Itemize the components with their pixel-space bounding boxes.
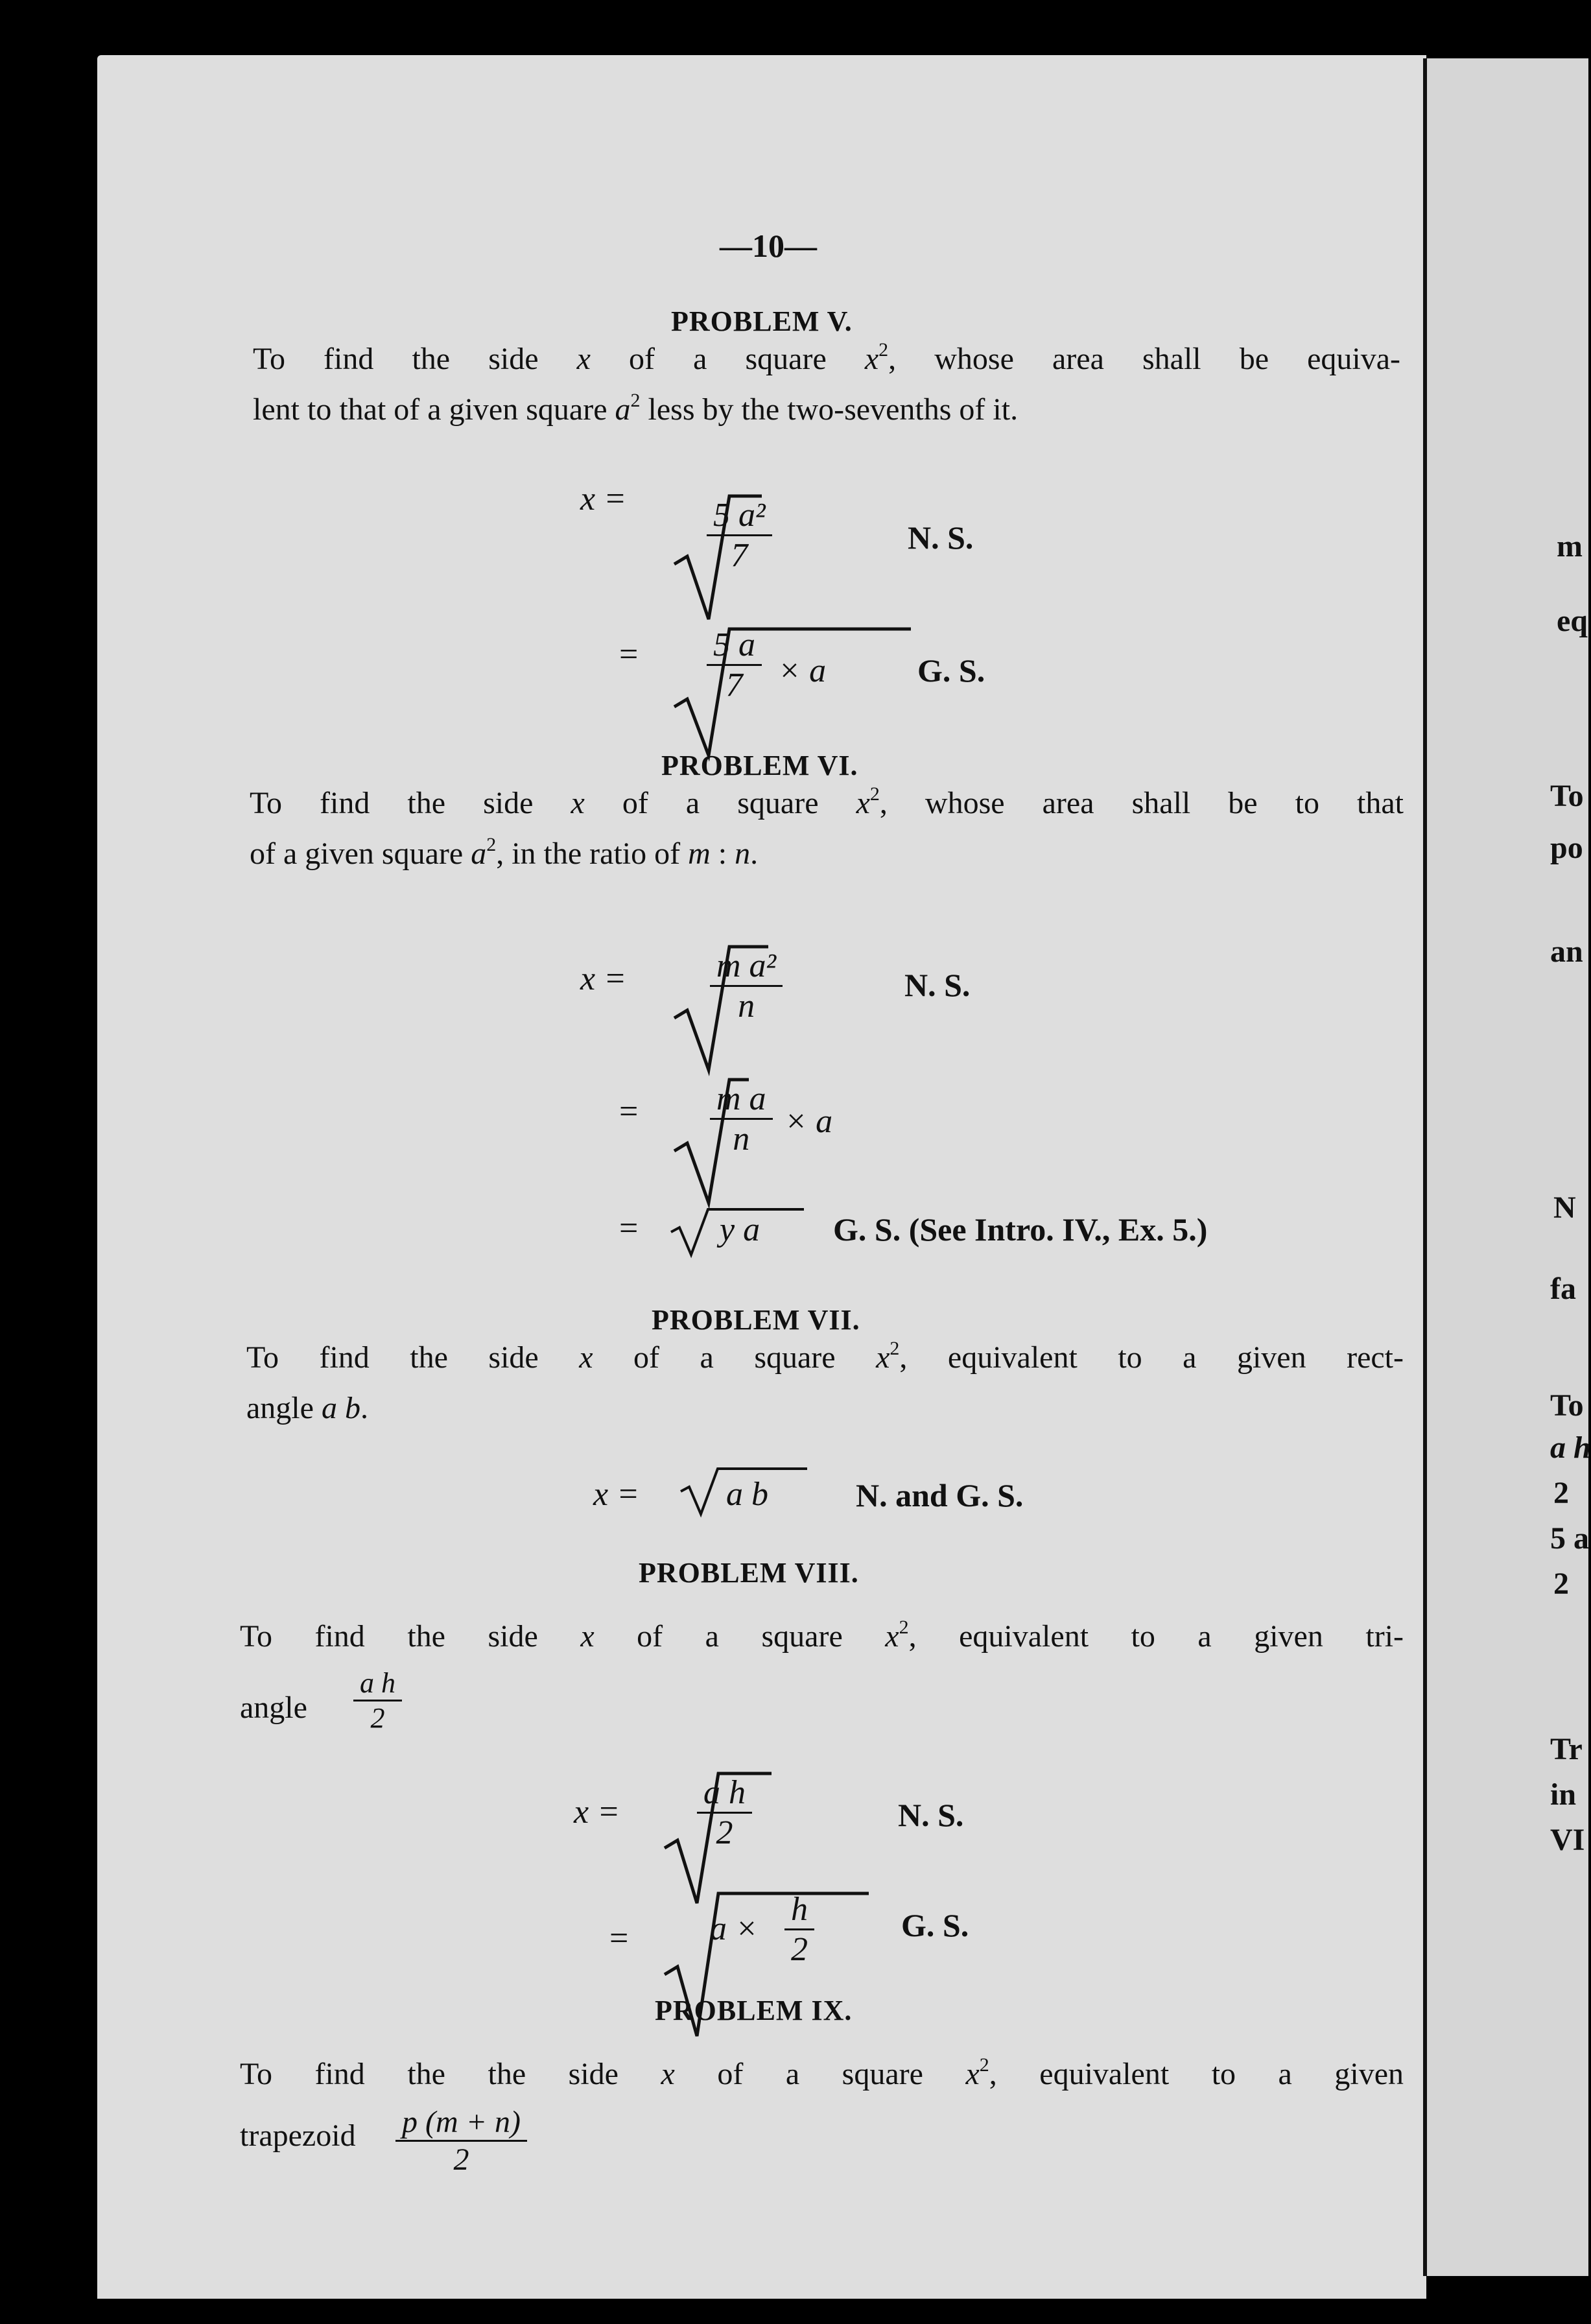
problem-heading: PROBLEM VII.	[652, 1304, 860, 1336]
problem-text-line: of a given square $a^2$, in the ratio of m : n.	[250, 834, 759, 871]
radicand: y a	[720, 1211, 760, 1248]
fraction-denominator: n	[733, 1120, 750, 1157]
adjacent-page	[1423, 58, 1591, 2276]
problem-text	[240, 1611, 1404, 1662]
equation-lhs: x =	[574, 1794, 620, 1831]
inline-fraction	[395, 2104, 527, 2177]
fraction-numerator: m a²	[710, 947, 783, 987]
fraction-numerator: h	[784, 1890, 814, 1930]
equation-tail: × a	[784, 1103, 833, 1140]
equation-lhs: =	[619, 1210, 639, 1247]
adjacent-text: po	[1550, 831, 1583, 865]
problem-text-line: To find the side x of a square $x^2$, equivalent to a given rect-	[246, 1338, 1404, 1375]
fraction-numerator: m a	[710, 1080, 773, 1120]
solution-label: N. S.	[898, 1797, 964, 1833]
problem-heading: PROBLEM VIII.	[639, 1557, 859, 1589]
adjacent-text: N	[1553, 1191, 1576, 1225]
fraction-denominator: 7	[725, 667, 743, 704]
fraction-numerator: 5 a²	[707, 496, 772, 536]
equation-lhs: =	[619, 636, 639, 673]
equation-lhs: x =	[580, 960, 627, 997]
equation	[619, 1209, 638, 1248]
fraction	[784, 1890, 814, 1969]
adjacent-text: To	[1550, 1388, 1584, 1423]
problem-text-line: To find the side x of a square $x^2$, whose area shall be to that	[250, 783, 1404, 820]
fraction-denominator: 2	[453, 2142, 469, 2177]
book-page	[97, 55, 1426, 2299]
adjacent-text: in	[1550, 1777, 1577, 1812]
solution-label: N. S.	[908, 519, 974, 556]
fraction-denominator: 2	[791, 1931, 808, 1968]
equation-lhs: x =	[593, 1476, 640, 1513]
adjacent-text: m	[1557, 529, 1583, 563]
fraction	[707, 626, 762, 704]
equation-lhs: =	[619, 1093, 639, 1130]
problem-text-line: angle	[240, 1690, 307, 1725]
problem-heading: PROBLEM V.	[671, 305, 853, 337]
problem-text	[253, 334, 1400, 435]
problem-heading: PROBLEM IX.	[655, 1995, 853, 2026]
adjacent-text: eq	[1557, 604, 1588, 638]
adjacent-text: an	[1550, 934, 1583, 969]
fraction-denominator: 2	[716, 1814, 733, 1851]
problem-text-line: trapezoid	[240, 2118, 356, 2153]
fraction-numerator: a h	[353, 1666, 402, 1702]
equation	[619, 1093, 638, 1131]
problem-text	[250, 778, 1404, 879]
adjacent-text: a h	[1550, 1430, 1591, 1465]
adjacent-text: 2	[1553, 1476, 1569, 1510]
equation-lhs: =	[609, 1920, 629, 1957]
equation	[593, 1475, 639, 1513]
radicand: a b	[726, 1476, 768, 1513]
problem-text-line: To find the the side x of a square $x^2$, equivalent to a given	[240, 2054, 1404, 2091]
solution-label: G. S. (See Intro. IV., Ex. 5.)	[833, 1211, 1208, 1248]
problem-text-line: angle a b.	[246, 1391, 368, 1425]
adjacent-text: Tr	[1550, 1732, 1583, 1766]
inline-fraction	[353, 1666, 402, 1735]
adjacent-text: fa	[1550, 1272, 1576, 1306]
fraction	[710, 947, 783, 1025]
problem-text-line: To find the side x of a square $x^2$, equivalent to a given tri-	[240, 1617, 1404, 1654]
fraction	[710, 1080, 773, 1158]
equation	[619, 635, 638, 674]
equation-pre: a ×	[710, 1910, 759, 1947]
equation-lhs: x =	[580, 480, 627, 517]
solution-label: N. and G. S.	[856, 1477, 1024, 1513]
adjacent-text: 5 a	[1550, 1521, 1589, 1556]
page-number: —10—	[720, 228, 817, 264]
fraction-denominator: 7	[731, 537, 748, 574]
equation	[574, 1793, 620, 1831]
problem-text	[240, 2049, 1404, 2100]
equation	[580, 960, 626, 998]
solution-label: G. S.	[901, 1907, 969, 1943]
problem-text	[246, 1333, 1404, 1434]
solution-label: N. S.	[904, 967, 971, 1003]
solution-label: G. S.	[917, 652, 985, 689]
fraction	[697, 1773, 752, 1852]
fraction-numerator: 5 a	[707, 626, 762, 666]
equation	[580, 480, 626, 518]
problem-text-line: To find the side x of a square $x^2$, whose area shall be equiva-	[253, 339, 1401, 376]
fraction-denominator: 2	[370, 1702, 385, 1734]
equation	[609, 1919, 628, 1958]
fraction	[707, 496, 772, 575]
problem-text-line: lent to that of a given square $a^2$ less by the two-sevenths of it.	[253, 390, 1019, 427]
adjacent-text: 2	[1553, 1567, 1569, 1601]
fraction-denominator: n	[738, 988, 755, 1025]
equation-tail: × a	[778, 652, 827, 689]
adjacent-text: To	[1550, 779, 1584, 813]
fraction-numerator: a h	[697, 1773, 752, 1814]
problem-heading: PROBLEM VI.	[661, 750, 858, 781]
adjacent-text: VI	[1550, 1823, 1585, 1857]
fraction-numerator: p (m + n)	[395, 2104, 527, 2142]
